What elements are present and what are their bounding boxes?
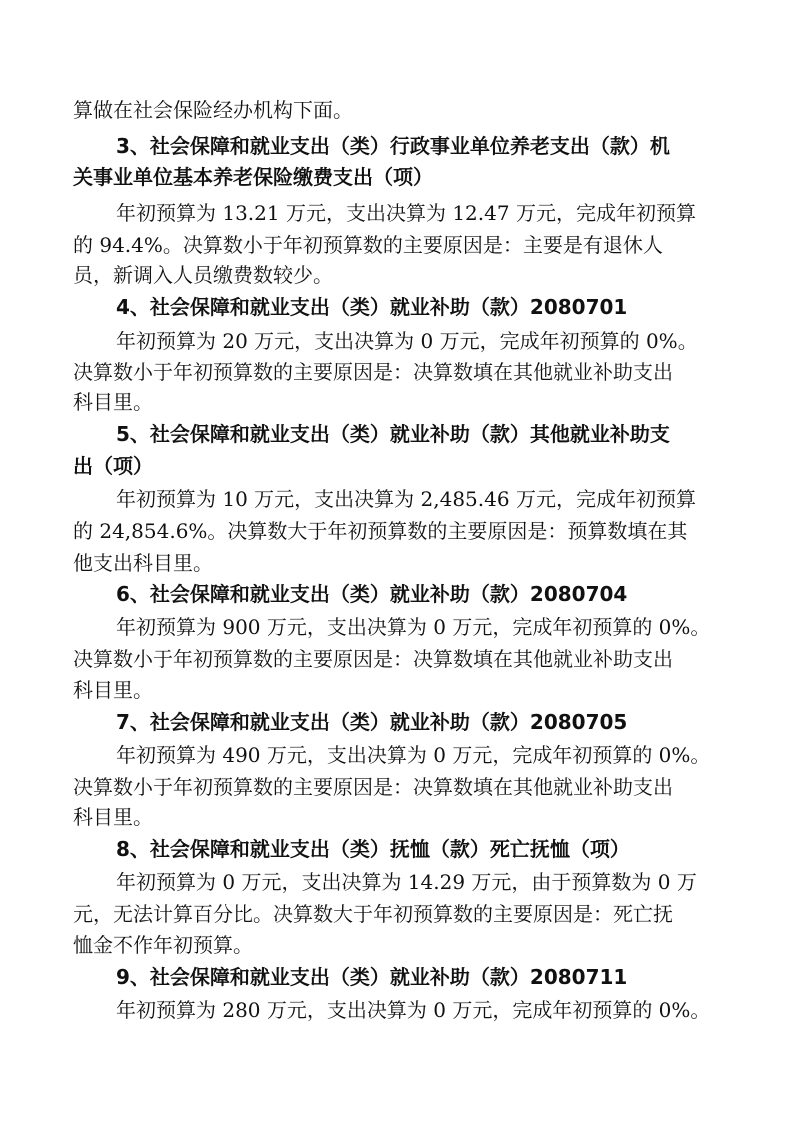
paragraph-line: 恤金不作年初预算。 [73, 933, 253, 957]
section-heading: 7、社会保障和就业支出（类）就业补助（款）2080705 [116, 710, 628, 734]
paragraph-line: 的 94.4%。决算数小于年初预算数的主要原因是：主要是有退休人 [73, 233, 663, 257]
paragraph-line: 员，新调入人员缴费数较少。 [73, 263, 333, 287]
section-heading: 关事业单位基本养老保险缴费支出（项） [73, 165, 433, 189]
paragraph-line: 年初预算为 10 万元，支出决算为 2,485.46 万元，完成年初预算 [116, 487, 696, 511]
paragraph-line: 决算数小于年初预算数的主要原因是：决算数填在其他就业补助支出 [73, 647, 673, 671]
section-heading: 3、社会保障和就业支出（类）行政事业单位养老支出（款）机 [116, 134, 670, 158]
paragraph-line: 年初预算为 490 万元，支出决算为 0 万元，完成年初预算的 0%。 [116, 743, 711, 767]
paragraph-line: 年初预算为 900 万元，支出决算为 0 万元，完成年初预算的 0%。 [116, 615, 711, 639]
paragraph-line: 年初预算为 0 万元，支出决算为 14.29 万元，由于预算数为 0 万 [116, 870, 697, 894]
paragraph-line: 元，无法计算百分比。决算数大于年初预算数的主要原因是：死亡抚 [73, 902, 673, 926]
section-heading: 5、社会保障和就业支出（类）就业补助（款）其他就业补助支 [116, 422, 670, 446]
paragraph-line: 他支出科目里。 [73, 551, 213, 575]
section-heading: 8、社会保障和就业支出（类）抚恤（款）死亡抚恤（项） [116, 837, 630, 861]
paragraph-line: 科目里。 [73, 390, 153, 414]
paragraph-line: 算做在社会保险经办机构下面。 [73, 98, 353, 122]
paragraph-line: 年初预算为 13.21 万元，支出决算为 12.47 万元，完成年初预算 [116, 201, 696, 225]
paragraph-line: 决算数小于年初预算数的主要原因是：决算数填在其他就业补助支出 [73, 775, 673, 799]
section-heading: 6、社会保障和就业支出（类）就业补助（款）2080704 [116, 582, 628, 606]
section-heading: 出（项） [73, 454, 153, 478]
paragraph-line: 年初预算为 280 万元，支出决算为 0 万元，完成年初预算的 0%。 [116, 998, 711, 1022]
section-heading: 9、社会保障和就业支出（类）就业补助（款）2080711 [116, 965, 628, 989]
section-heading: 4、社会保障和就业支出（类）就业补助（款）2080701 [116, 295, 628, 319]
paragraph-line: 科目里。 [73, 678, 153, 702]
paragraph-line: 科目里。 [73, 805, 153, 829]
paragraph-line: 决算数小于年初预算数的主要原因是：决算数填在其他就业补助支出 [73, 360, 673, 384]
paragraph-line: 的 24,854.6%。决算数大于年初预算数的主要原因是：预算数填在其 [73, 519, 688, 543]
paragraph-line: 年初预算为 20 万元，支出决算为 0 万元，完成年初预算的 0%。 [116, 329, 698, 353]
